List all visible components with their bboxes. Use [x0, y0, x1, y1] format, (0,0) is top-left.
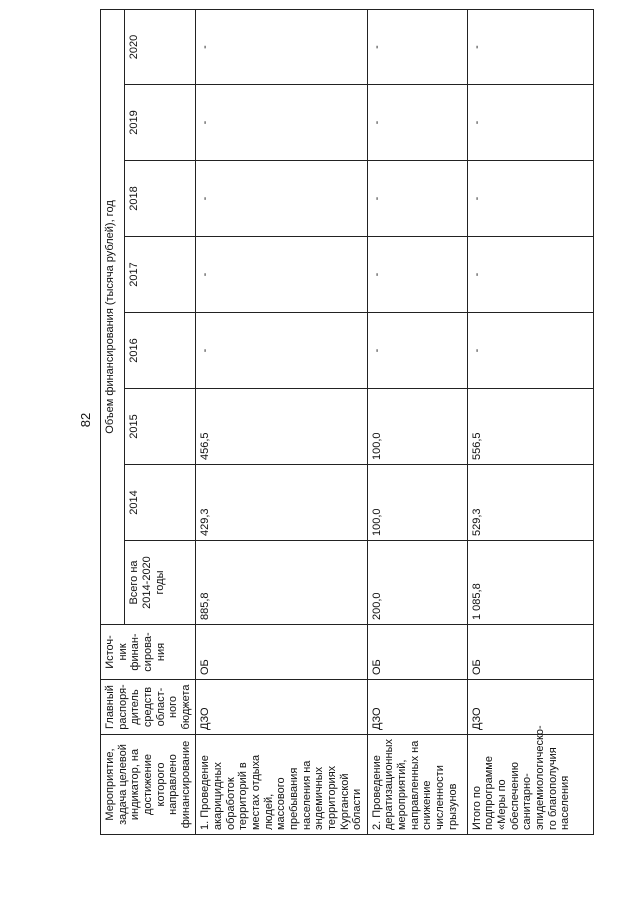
- header-year-2017: 2017: [125, 237, 196, 313]
- page-number: 82: [78, 412, 93, 428]
- row-value-2019: -: [196, 85, 367, 161]
- row-value-2016: -: [196, 313, 367, 389]
- header-year-2014: 2014: [125, 465, 196, 541]
- header-year-2015: 2015: [125, 389, 196, 465]
- row-value-2018: -: [467, 161, 593, 237]
- row-value-2018: -: [367, 161, 467, 237]
- row-value-2017: -: [467, 237, 593, 313]
- row-event: 1. Проведение акарицидных обработок территорий в местах отдыха людей, массового пребывания населения на эндемичных территориях Курганской области: [196, 735, 367, 835]
- row-value-2017: -: [367, 237, 467, 313]
- row-manager: ДЗО: [367, 680, 467, 735]
- row-value-2019: -: [467, 85, 593, 161]
- row-value-2015: 556,5: [467, 389, 593, 465]
- row-source: ОБ: [467, 625, 593, 680]
- header-volume-group: Объем финансирования (тысяча рублей), год: [101, 9, 125, 624]
- row-value-2020: -: [467, 9, 593, 84]
- header-event: Мероприятие, задача целевой индикатор, на достижение которого направлено финансирование: [101, 735, 196, 835]
- row-value-2014: 100,0: [367, 465, 467, 541]
- header-year-2019: 2019: [125, 85, 196, 161]
- row-value-2014: 529,3: [467, 465, 593, 541]
- row-source: ОБ: [196, 625, 367, 680]
- row-value-2018: -: [196, 161, 367, 237]
- header-year-2018: 2018: [125, 161, 196, 237]
- header-year-2020: 2020: [125, 9, 196, 84]
- row-event: 2. Проведение дератизационных мероприятий, направленных на снижение численности грызунов: [367, 735, 467, 835]
- row-value-2015: 456,5: [196, 389, 367, 465]
- header-manager: Главный распоря-дитель средств област-ного бюджета: [101, 680, 196, 735]
- table-row: [196, 9, 367, 834]
- header-year-2016: 2016: [125, 313, 196, 389]
- financing-table: [100, 9, 594, 835]
- row-event: Итого по подпрограмме «Меры по обеспечению санитарно-эпидемиологическо-го благополучия населения: [467, 735, 593, 835]
- row-total: 1 085,8: [467, 541, 593, 625]
- row-value-2017: -: [196, 237, 367, 313]
- financing-table-sheet: [100, 10, 575, 835]
- header-total: Всего на 2014-2020 годы: [125, 541, 196, 625]
- row-manager: ДЗО: [196, 680, 367, 735]
- table-row: [367, 9, 467, 834]
- header-source: Источ-ник финан-сирова-ния: [101, 625, 196, 680]
- row-value-2016: -: [467, 313, 593, 389]
- row-source: ОБ: [367, 625, 467, 680]
- row-value-2020: -: [367, 9, 467, 84]
- row-value-2016: -: [367, 313, 467, 389]
- row-value-2015: 100,0: [367, 389, 467, 465]
- row-total: 200,0: [367, 541, 467, 625]
- row-value-2014: 429,3: [196, 465, 367, 541]
- table-row: [467, 9, 593, 834]
- row-total: 885,8: [196, 541, 367, 625]
- row-value-2019: -: [367, 85, 467, 161]
- row-manager: ДЗО: [467, 680, 593, 735]
- row-value-2020: -: [196, 9, 367, 84]
